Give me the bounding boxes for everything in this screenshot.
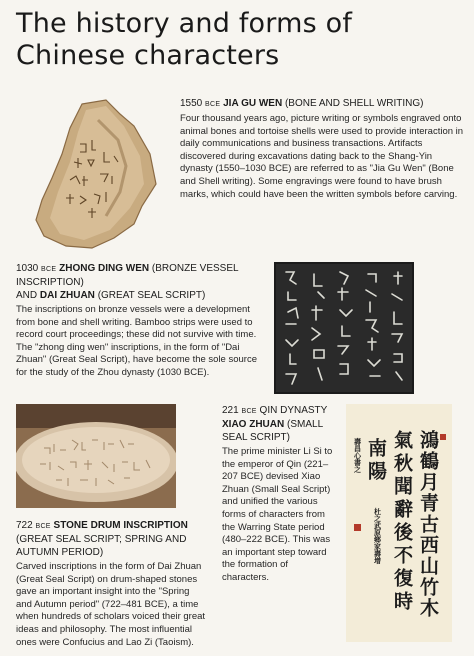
section-body: The prime minister Li Si to the emperor of Qin (221–207 BCE) devised Xiao Zhuan (Small Seal Script) and unified the various forms of characters from the Warring State period (480–222 BCE). This was an important step toward the formation of characters. [222, 446, 333, 583]
calligraphy-column-2: 氣秋聞辭後不復時 [391, 430, 413, 614]
section-conjunction: AND [16, 290, 38, 301]
section-era: BCE [41, 266, 57, 273]
section-year: 722 [16, 520, 33, 531]
calligraphy-column-1: 鴻鶴月青古西山竹木 [417, 430, 439, 619]
bronze-rubbing-image [274, 262, 414, 394]
section-subtitle: (BRONZE VESSEL INSCRIPTION) [16, 263, 239, 288]
section-body: Carved inscriptions in the form of Dai Zhuan (Great Seal Script) on drum-shaped stones gave an important insight into the "Spring and Autumn period" (722–481 BCE), a time when hundreds of scholars voiced their great ideas and philosophy. The most influential ones were Confucius and Lao Zi (Taoism). [16, 561, 206, 648]
section-era: BCE [241, 408, 257, 415]
section-year: 221 [222, 405, 239, 416]
section-subtitle: (GREAT SEAL SCRIPT; SPRING AND AUTUMN PERIOD) [16, 534, 187, 558]
section-stone-drum [16, 519, 206, 649]
section-name: JIA GU WEN [223, 98, 283, 109]
calligraphy-column-3: 南陽 [365, 438, 387, 484]
section-heading [16, 262, 266, 302]
section-year: 1030 [16, 263, 39, 274]
red-seal-mark [354, 524, 361, 531]
section-name: ZHONG DING WEN [59, 263, 150, 274]
stone-drum-image [16, 404, 176, 508]
section-era: BCE [205, 101, 221, 108]
section-subtitle-2: (GREAT SEAL SCRIPT) [97, 290, 206, 301]
section-body: Four thousand years ago, picture writing or symbols engraved onto animal bones and tortoise shells were used to provide interaction in daily communications and business transactions. Artifacts discovered during excavations dating back to the Shang-Yin dynasty (1550–1030 BCE) are referred to as "Jia Gu Wen" (Bone and Shell writing). Some engravings were found to have brush marks, which could have been the written symbols before carving. [180, 113, 464, 200]
section-body: The inscriptions on bronze vessels were a development from bone and shell writing. Bamboo strips were used to record court proceedings; these did not survive with time. The "zhong ding wen" inscriptions, in the form of "Dai Zhuan" (Great Seal Script), have become the sole source for the study of the Zhou dynasty (1030 BCE). [16, 304, 257, 378]
section-name-2: XIAO ZHUAN [222, 419, 285, 430]
section-name-2: DAI ZHUAN [39, 290, 95, 301]
calligraphy-side-note: 壽昌心書之 [353, 438, 363, 473]
section-qin-dynasty [222, 404, 336, 585]
section-heading [180, 97, 466, 111]
section-zhong-ding-wen [16, 262, 266, 380]
section-heading [222, 404, 336, 444]
oracle-bone-image [22, 96, 168, 252]
calligraphy-side-note-2: 杜之武原鄉家壽增 [373, 508, 383, 564]
section-heading [16, 519, 206, 559]
red-seal-mark [440, 434, 446, 440]
page-title: The history and forms of Chinese characters [16, 8, 353, 71]
section-name: QIN DYNASTY [259, 405, 328, 416]
section-jia-gu-wen [180, 97, 466, 201]
section-subtitle: (BONE AND SHELL WRITING) [284, 98, 424, 109]
section-name: STONE DRUM INSCRIPTION [53, 520, 188, 531]
calligraphy-scroll-image [346, 404, 452, 642]
section-era: BCE [35, 523, 51, 530]
section-year: 1550 [180, 98, 203, 109]
section-subtitle-2: (SMALL SEAL SCRIPT) [222, 419, 323, 443]
